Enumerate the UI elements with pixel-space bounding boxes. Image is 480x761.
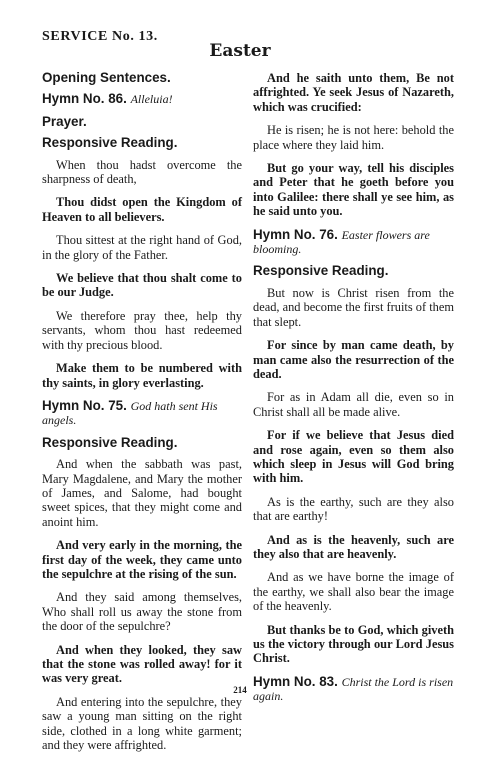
responsive-reading-heading: Responsive Reading. (253, 263, 389, 279)
reading-leader: When thou hadst overcome the sharpness of death, (42, 157, 242, 187)
reading-leader: Thou sittest at the right hand of God, in the glory of the Father. (42, 233, 242, 262)
hymn-label: Hymn No. 86. (42, 91, 127, 107)
reading-leader: As is the earthy, such are they also that are earthy! (253, 494, 454, 524)
hymn-76 (253, 228, 454, 257)
hymn-75 (42, 399, 242, 428)
reading-leader: But now is Christ risen from the dead, and become the first fruits of them that slept. (253, 285, 454, 329)
left-column (42, 71, 242, 761)
reading-leader: And entering into the sepulchre, they saw a young man sitting on the right side, clothed in a long white garment; and they were affrighted. (42, 694, 242, 753)
responsive-reading-heading: Responsive Reading. (42, 135, 178, 151)
hymn-title: Easter flowers are blooming. (253, 227, 430, 257)
service-number: SERVICE No. 13. (42, 29, 158, 44)
reading-response: But thanks be to God, which giveth us the victory through our Lord Jesus Christ. (253, 622, 454, 666)
responsive-reading-heading: Responsive Reading. (42, 434, 178, 450)
reading-leader: And when the sabbath was past, Mary Magdalene, and Mary the mother of James, and Salome, had bought sweet spices, that they might come and anoint him. (42, 457, 242, 529)
reading-leader: For as in Adam all die, even so in Christ shall all be made alive. (253, 390, 454, 419)
reading-response: Thou didst open the Kingdom of Heaven to all believers. (42, 195, 242, 224)
hymn-title: Christ the Lord is risen again. (253, 674, 454, 704)
page-number: 214 (233, 685, 247, 695)
reading-response: For if we believe that Jesus died and rose again, even so them also which sleep in Jesus will God bring with him. (253, 428, 454, 486)
reading-leader: We therefore pray thee, help thy servants, whom thou hast redeemed with thy precious blood. (42, 308, 242, 352)
hymn-label: Hymn No. 83. (253, 673, 338, 689)
hymn-86 (42, 92, 242, 106)
reading-response: And very early in the morning, the first day of the week, they came unto the sepulchre at the rising of the sun. (42, 538, 242, 581)
reading-response: And as is the heavenly, such are they also that are heavenly. (253, 532, 454, 561)
reading-leader: He is risen; he is not here: behold the place where they laid him. (253, 123, 454, 152)
reading-response: We believe that thou shalt come to be our Judge. (42, 271, 242, 300)
reading-response: Make them to be numbered with thy saints, in glory everlasting. (42, 361, 242, 390)
reading-response: And when they looked, they saw that the stone was rolled away! for it was very great. (42, 642, 242, 686)
hymn-title: God hath sent His angels. (42, 398, 218, 428)
prayer-heading: Prayer. (42, 113, 87, 129)
reading-leader: And they said among themselves, Who shall roll us away the stone from the door of the sepulchre? (42, 590, 242, 634)
opening-sentences-heading: Opening Sentences. (42, 70, 171, 85)
hymn-title: Alleluia! (130, 92, 173, 107)
reading-response: For since by man came death, by man came also the resurrection of the dead. (253, 338, 454, 381)
hymn-label: Hymn No. 76. (253, 226, 338, 242)
reading-response: But go your way, tell his disciples and Peter that he goeth before you into Galilee: there shall ye see him, as he said unto you. (253, 161, 454, 219)
reading-leader: And as we have borne the image of the earthy, we shall also bear the image of the heavenly. (253, 570, 454, 614)
reading-response: And he saith unto them, Be not affrighted. Ye seek Jesus of Nazareth, which was crucified: (253, 71, 454, 114)
hymn-label: Hymn No. 75. (42, 397, 127, 413)
right-column (253, 71, 454, 712)
page-title: Easter (209, 41, 271, 61)
